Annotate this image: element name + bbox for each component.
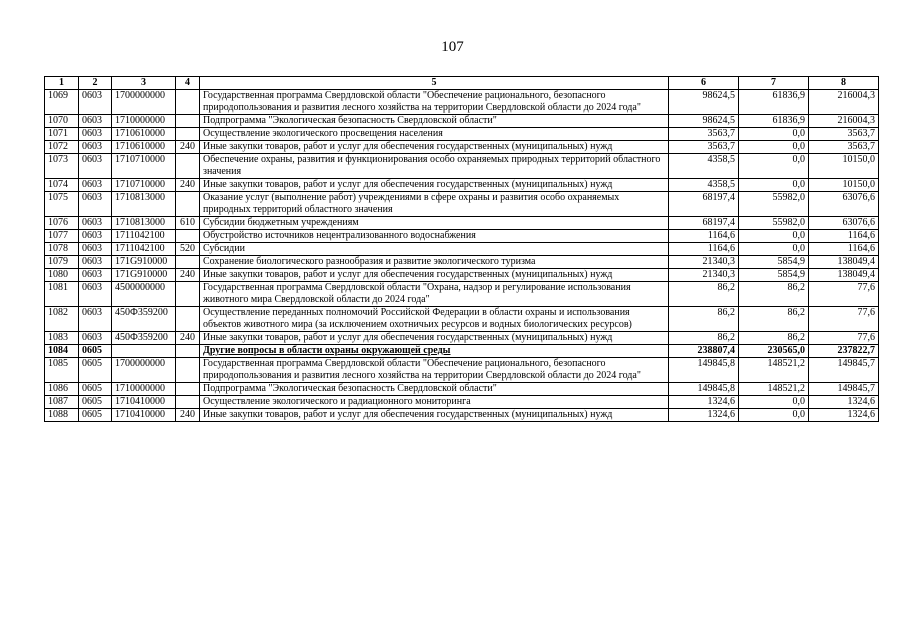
section-code: 0603 bbox=[79, 115, 112, 128]
table-row bbox=[45, 217, 879, 230]
table-row bbox=[45, 141, 879, 154]
target-article-code: 1710610000 bbox=[112, 128, 176, 141]
amount-col-7: 148521,2 bbox=[739, 358, 809, 383]
target-article-code: 1710710000 bbox=[112, 154, 176, 179]
table-body bbox=[45, 90, 879, 422]
section-code: 0603 bbox=[79, 217, 112, 230]
table-row bbox=[45, 230, 879, 243]
target-article-code: 1710710000 bbox=[112, 179, 176, 192]
table-row bbox=[45, 409, 879, 422]
amount-col-6: 68197,4 bbox=[669, 192, 739, 217]
section-code: 0603 bbox=[79, 307, 112, 332]
expense-type-code bbox=[176, 128, 200, 141]
amount-col-8: 237822,7 bbox=[809, 345, 879, 358]
amount-col-7: 5854,9 bbox=[739, 256, 809, 269]
amount-col-7: 86,2 bbox=[739, 282, 809, 307]
target-article-code: 1711042100 bbox=[112, 230, 176, 243]
budget-table bbox=[44, 76, 879, 422]
row-number: 1069 bbox=[45, 90, 79, 115]
amount-col-7: 0,0 bbox=[739, 243, 809, 256]
amount-col-8: 149845,7 bbox=[809, 383, 879, 396]
amount-col-6: 149845,8 bbox=[669, 383, 739, 396]
expense-type-code bbox=[176, 358, 200, 383]
page-number: 107 bbox=[441, 39, 464, 55]
row-number: 1074 bbox=[45, 179, 79, 192]
amount-col-8: 216004,3 bbox=[809, 115, 879, 128]
target-article-code: 171G910000 bbox=[112, 269, 176, 282]
target-article-code: 1710813000 bbox=[112, 192, 176, 217]
amount-col-6: 21340,3 bbox=[669, 256, 739, 269]
amount-col-7: 55982,0 bbox=[739, 217, 809, 230]
amount-col-6: 21340,3 bbox=[669, 269, 739, 282]
amount-col-7: 0,0 bbox=[739, 141, 809, 154]
expense-type-code bbox=[176, 307, 200, 332]
amount-col-7: 0,0 bbox=[739, 409, 809, 422]
section-code: 0603 bbox=[79, 90, 112, 115]
section-code: 0603 bbox=[79, 192, 112, 217]
target-article-code: 171G910000 bbox=[112, 256, 176, 269]
amount-col-8: 3563,7 bbox=[809, 128, 879, 141]
item-name: Иные закупки товаров, работ и услуг для обеспечения государственных (муниципальных) нужд bbox=[200, 269, 669, 282]
section-code: 0603 bbox=[79, 154, 112, 179]
section-code: 0603 bbox=[79, 256, 112, 269]
expense-type-code bbox=[176, 154, 200, 179]
row-number: 1088 bbox=[45, 409, 79, 422]
amount-col-7: 61836,9 bbox=[739, 90, 809, 115]
amount-col-7: 86,2 bbox=[739, 307, 809, 332]
table-row bbox=[45, 179, 879, 192]
row-number: 1073 bbox=[45, 154, 79, 179]
section-code: 0605 bbox=[79, 345, 112, 358]
amount-col-8: 77,6 bbox=[809, 307, 879, 332]
column-header-7: 7 bbox=[739, 77, 809, 90]
amount-col-8: 1324,6 bbox=[809, 396, 879, 409]
amount-col-8: 63076,6 bbox=[809, 192, 879, 217]
target-article-code: 1710000000 bbox=[112, 115, 176, 128]
expense-type-code: 240 bbox=[176, 409, 200, 422]
amount-col-7: 61836,9 bbox=[739, 115, 809, 128]
table-row bbox=[45, 396, 879, 409]
amount-col-6: 4358,5 bbox=[669, 154, 739, 179]
amount-col-7: 0,0 bbox=[739, 230, 809, 243]
expense-type-code: 240 bbox=[176, 179, 200, 192]
target-article-code: 450Ф359200 bbox=[112, 307, 176, 332]
item-name: Иные закупки товаров, работ и услуг для обеспечения государственных (муниципальных) нужд bbox=[200, 332, 669, 345]
row-number: 1080 bbox=[45, 269, 79, 282]
amount-col-6: 1324,6 bbox=[669, 409, 739, 422]
row-number: 1079 bbox=[45, 256, 79, 269]
row-number: 1081 bbox=[45, 282, 79, 307]
expense-type-code bbox=[176, 192, 200, 217]
row-number: 1087 bbox=[45, 396, 79, 409]
item-name: Осуществление экологического просвещения населения bbox=[200, 128, 669, 141]
row-number: 1085 bbox=[45, 358, 79, 383]
row-number: 1084 bbox=[45, 345, 79, 358]
table-row bbox=[45, 383, 879, 396]
expense-type-code bbox=[176, 396, 200, 409]
table-row bbox=[45, 345, 879, 358]
section-code: 0603 bbox=[79, 332, 112, 345]
column-header-5: 5 bbox=[200, 77, 669, 90]
amount-col-8: 1164,6 bbox=[809, 230, 879, 243]
section-code: 0605 bbox=[79, 409, 112, 422]
expense-type-code: 520 bbox=[176, 243, 200, 256]
expense-type-code bbox=[176, 90, 200, 115]
section-code: 0603 bbox=[79, 179, 112, 192]
amount-col-8: 3563,7 bbox=[809, 141, 879, 154]
column-header-3: 3 bbox=[112, 77, 176, 90]
row-number: 1072 bbox=[45, 141, 79, 154]
item-name: Государственная программа Свердловской области "Охрана, надзор и регулирование использования животного мира Свердловской области до 2024 года" bbox=[200, 282, 669, 307]
row-number: 1070 bbox=[45, 115, 79, 128]
amount-col-6: 86,2 bbox=[669, 332, 739, 345]
item-name: Другие вопросы в области охраны окружающей среды bbox=[200, 345, 669, 358]
target-article-code: 1700000000 bbox=[112, 358, 176, 383]
item-name: Осуществление экологического и радиационного мониторинга bbox=[200, 396, 669, 409]
amount-col-7: 0,0 bbox=[739, 154, 809, 179]
row-number: 1075 bbox=[45, 192, 79, 217]
amount-col-7: 55982,0 bbox=[739, 192, 809, 217]
expense-type-code bbox=[176, 282, 200, 307]
row-number: 1078 bbox=[45, 243, 79, 256]
item-name: Обеспечение охраны, развития и функционирования особо охраняемых природных территорий областного значения bbox=[200, 154, 669, 179]
expense-type-code: 240 bbox=[176, 141, 200, 154]
amount-col-7: 86,2 bbox=[739, 332, 809, 345]
target-article-code: 1710610000 bbox=[112, 141, 176, 154]
table-row bbox=[45, 128, 879, 141]
amount-col-8: 1324,6 bbox=[809, 409, 879, 422]
section-code: 0605 bbox=[79, 383, 112, 396]
item-name: Иные закупки товаров, работ и услуг для обеспечения государственных (муниципальных) нужд bbox=[200, 409, 669, 422]
amount-col-6: 98624,5 bbox=[669, 90, 739, 115]
target-article-code bbox=[112, 345, 176, 358]
amount-col-6: 1164,6 bbox=[669, 243, 739, 256]
expense-type-code bbox=[176, 115, 200, 128]
target-article-code: 1710410000 bbox=[112, 409, 176, 422]
table-row bbox=[45, 115, 879, 128]
amount-col-8: 138049,4 bbox=[809, 256, 879, 269]
amount-col-8: 10150,0 bbox=[809, 179, 879, 192]
section-code: 0603 bbox=[79, 141, 112, 154]
item-name: Подпрограмма "Экологическая безопасность Свердловской области" bbox=[200, 383, 669, 396]
table-row bbox=[45, 269, 879, 282]
item-name: Обустройство источников нецентрализованного водоснабжения bbox=[200, 230, 669, 243]
table-row bbox=[45, 243, 879, 256]
amount-col-8: 77,6 bbox=[809, 282, 879, 307]
section-code: 0603 bbox=[79, 243, 112, 256]
target-article-code: 1710410000 bbox=[112, 396, 176, 409]
amount-col-7: 230565,0 bbox=[739, 345, 809, 358]
target-article-code: 450Ф359200 bbox=[112, 332, 176, 345]
amount-col-8: 77,6 bbox=[809, 332, 879, 345]
column-header-1: 1 bbox=[45, 77, 79, 90]
item-name: Субсидии bbox=[200, 243, 669, 256]
table-row bbox=[45, 282, 879, 307]
amount-col-6: 68197,4 bbox=[669, 217, 739, 230]
amount-col-8: 1164,6 bbox=[809, 243, 879, 256]
amount-col-6: 238807,4 bbox=[669, 345, 739, 358]
table-row bbox=[45, 332, 879, 345]
amount-col-6: 86,2 bbox=[669, 282, 739, 307]
table-row bbox=[45, 192, 879, 217]
section-code: 0605 bbox=[79, 358, 112, 383]
item-name: Субсидии бюджетным учреждениям bbox=[200, 217, 669, 230]
section-code: 0603 bbox=[79, 128, 112, 141]
column-header-4: 4 bbox=[176, 77, 200, 90]
section-code: 0603 bbox=[79, 230, 112, 243]
amount-col-6: 3563,7 bbox=[669, 141, 739, 154]
column-header-8: 8 bbox=[809, 77, 879, 90]
item-name: Оказание услуг (выполнение работ) учреждениями в сфере охраны и развития особо охраняемых природных территорий областного значения bbox=[200, 192, 669, 217]
section-code: 0603 bbox=[79, 282, 112, 307]
amount-col-8: 138049,4 bbox=[809, 269, 879, 282]
amount-col-6: 1164,6 bbox=[669, 230, 739, 243]
row-number: 1077 bbox=[45, 230, 79, 243]
amount-col-8: 149845,7 bbox=[809, 358, 879, 383]
column-header-6: 6 bbox=[669, 77, 739, 90]
section-code: 0603 bbox=[79, 269, 112, 282]
expense-type-code bbox=[176, 256, 200, 269]
amount-col-6: 1324,6 bbox=[669, 396, 739, 409]
row-number: 1086 bbox=[45, 383, 79, 396]
table-row bbox=[45, 256, 879, 269]
row-number: 1076 bbox=[45, 217, 79, 230]
table-header-row bbox=[45, 77, 879, 90]
target-article-code: 4500000000 bbox=[112, 282, 176, 307]
amount-col-7: 0,0 bbox=[739, 396, 809, 409]
table-row bbox=[45, 154, 879, 179]
amount-col-6: 98624,5 bbox=[669, 115, 739, 128]
amount-col-6: 149845,8 bbox=[669, 358, 739, 383]
amount-col-7: 0,0 bbox=[739, 128, 809, 141]
row-number: 1082 bbox=[45, 307, 79, 332]
item-name: Иные закупки товаров, работ и услуг для обеспечения государственных (муниципальных) нужд bbox=[200, 141, 669, 154]
table-row bbox=[45, 307, 879, 332]
amount-col-8: 63076,6 bbox=[809, 217, 879, 230]
amount-col-6: 4358,5 bbox=[669, 179, 739, 192]
expense-type-code bbox=[176, 230, 200, 243]
item-name: Государственная программа Свердловской области "Обеспечение рационального, безопасного природопользования и развития лесного хозяйства на территории Свердловской области до 2024 года" bbox=[200, 90, 669, 115]
item-name: Осуществление переданных полномочий Российской Федерации в области охраны и использования объектов животного мира (за исключением охотничьих ресурсов и водных биологических ресурсов) bbox=[200, 307, 669, 332]
row-number: 1071 bbox=[45, 128, 79, 141]
amount-col-7: 0,0 bbox=[739, 179, 809, 192]
amount-col-7: 148521,2 bbox=[739, 383, 809, 396]
table-row bbox=[45, 358, 879, 383]
amount-col-7: 5854,9 bbox=[739, 269, 809, 282]
item-name: Иные закупки товаров, работ и услуг для обеспечения государственных (муниципальных) нужд bbox=[200, 179, 669, 192]
item-name: Подпрограмма "Экологическая безопасность Свердловской области" bbox=[200, 115, 669, 128]
expense-type-code: 240 bbox=[176, 332, 200, 345]
amount-col-6: 3563,7 bbox=[669, 128, 739, 141]
table-row bbox=[45, 90, 879, 115]
target-article-code: 1700000000 bbox=[112, 90, 176, 115]
expense-type-code: 240 bbox=[176, 269, 200, 282]
target-article-code: 1711042100 bbox=[112, 243, 176, 256]
amount-col-8: 216004,3 bbox=[809, 90, 879, 115]
section-code: 0605 bbox=[79, 396, 112, 409]
item-name: Сохранение биологического разнообразия и развитие экологического туризма bbox=[200, 256, 669, 269]
target-article-code: 1710813000 bbox=[112, 217, 176, 230]
target-article-code: 1710000000 bbox=[112, 383, 176, 396]
amount-col-6: 86,2 bbox=[669, 307, 739, 332]
row-number: 1083 bbox=[45, 332, 79, 345]
amount-col-8: 10150,0 bbox=[809, 154, 879, 179]
expense-type-code bbox=[176, 345, 200, 358]
expense-type-code: 610 bbox=[176, 217, 200, 230]
expense-type-code bbox=[176, 383, 200, 396]
column-header-2: 2 bbox=[79, 77, 112, 90]
item-name: Государственная программа Свердловской области "Обеспечение рационального, безопасного природопользования и развития лесного хозяйства на территории Свердловской области до 2024 года" bbox=[200, 358, 669, 383]
